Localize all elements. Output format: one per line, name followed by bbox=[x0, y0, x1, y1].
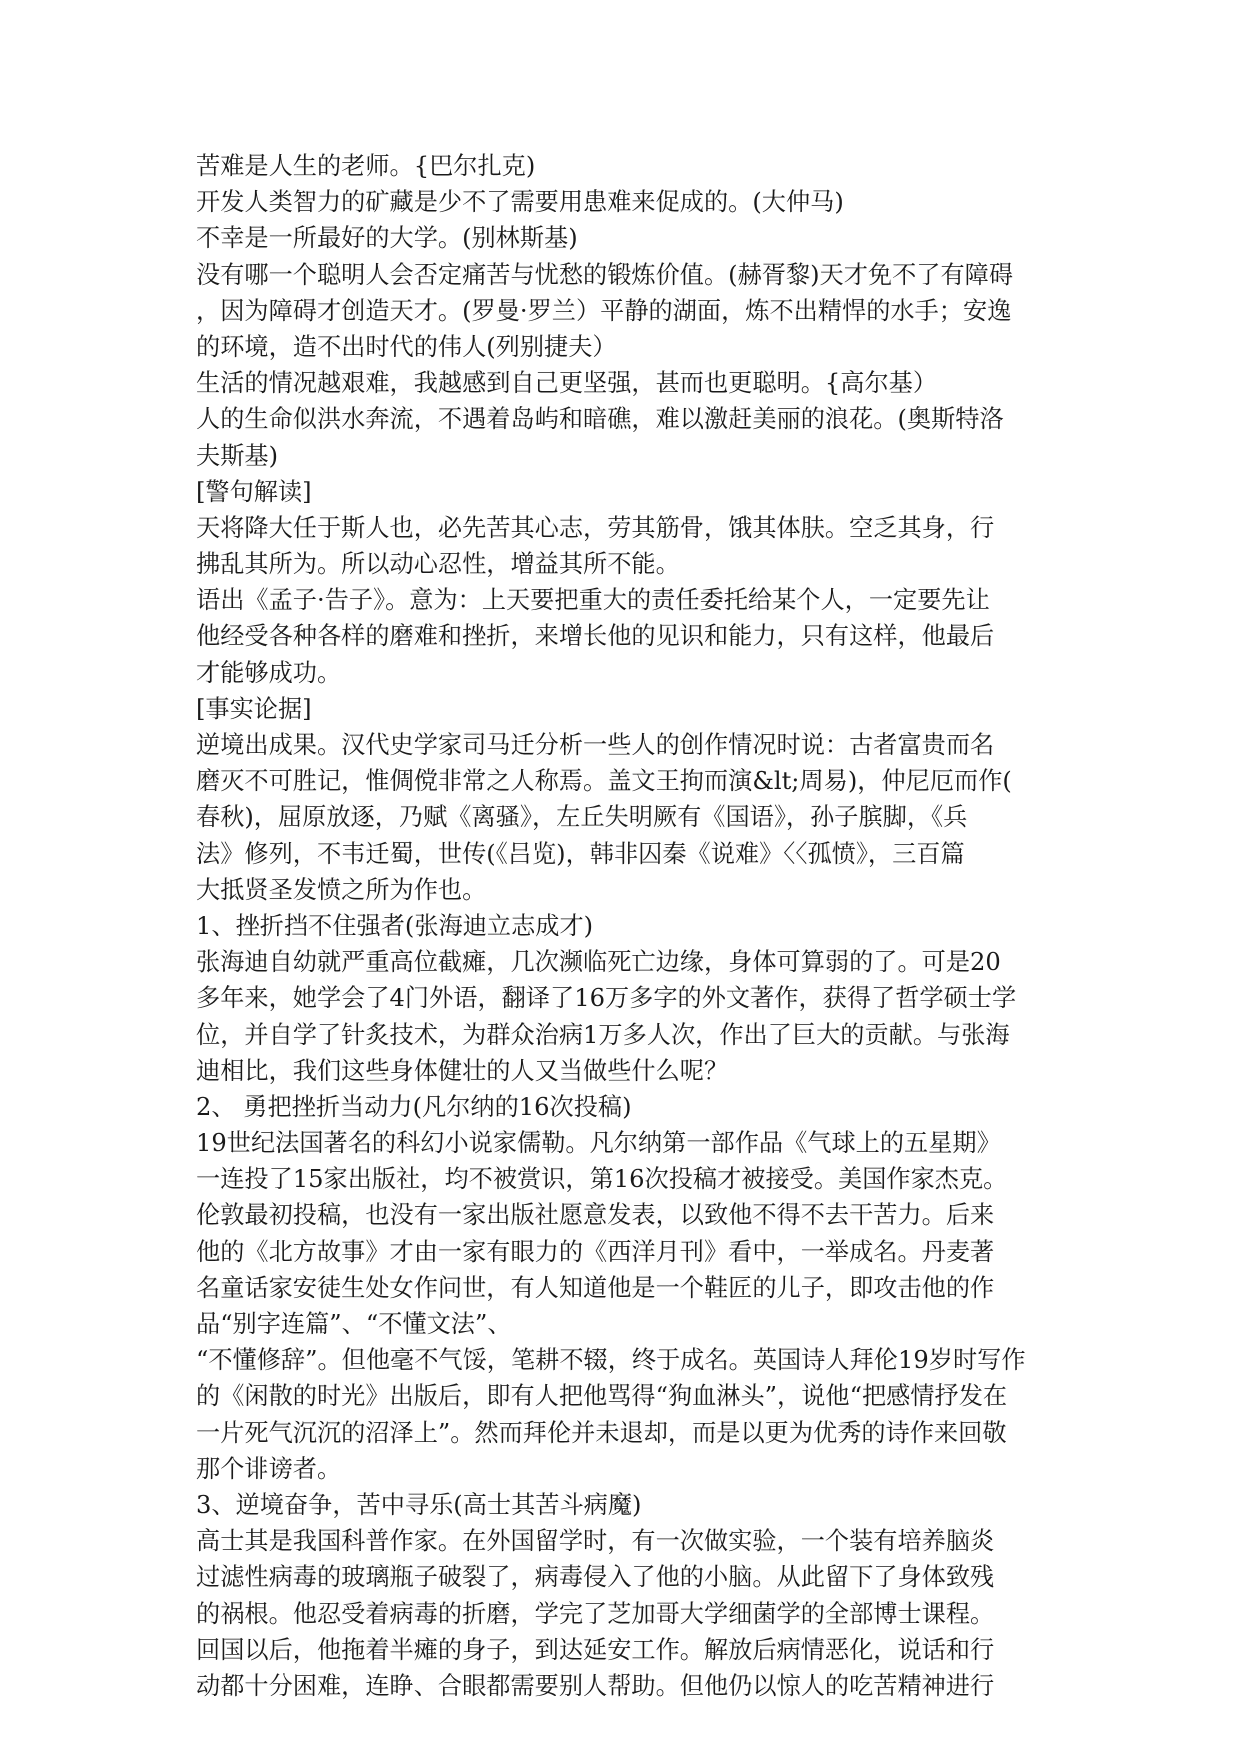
text-line: 3、逆境奋争，苦中寻乐(高士其苦斗病魔) bbox=[196, 1490, 642, 1519]
text-line: 张海迪自幼就严重高位截瘫，几次濒临死亡边缘，身体可算弱的了。可是20 bbox=[196, 948, 1001, 977]
text-line: 才能够成功。 bbox=[196, 658, 342, 687]
text-line: 品“别字连篇”、“不懂文法”、 bbox=[196, 1310, 512, 1338]
text-line: 多年来，她学会了4门外语，翻译了16万多字的外文著作，获得了哲学硕士学 bbox=[196, 984, 1017, 1013]
text-line: 2、 勇把挫折当动力(凡尔纳的16次投稿) bbox=[196, 1092, 632, 1121]
text-line: 生活的情况越艰难，我越感到自己更坚强，甚而也更聪明。{高尔基） bbox=[196, 369, 938, 398]
text-line: 春秋)，屈原放逐，乃赋《离骚》，左丘失明厥有《国语》，孙子膑脚，《兵 bbox=[196, 803, 968, 832]
text-line: 开发人类智力的矿藏是少不了需要用患难来促成的。(大仲马) bbox=[196, 188, 844, 217]
text-line: 1、挫折挡不住强者(张海迪立志成才) bbox=[196, 911, 594, 940]
document-page bbox=[196, 148, 1046, 1704]
text-line: 一片死气沉沉的沼泽上”。然而拜伦并未退却，而是以更为优秀的诗作来回敬 bbox=[196, 1418, 1007, 1447]
text-line: 动都十分困难，连睁、合眼都需要别人帮助。但他仍以惊人的吃苦精神进行 bbox=[196, 1671, 995, 1700]
text-line: 伦敦最初投稿，也没有一家出版社愿意发表，以致他不得不去干苦力。后来 bbox=[196, 1201, 995, 1230]
text-line: 迪相比，我们这些身体健壮的人又当做些什么呢？ bbox=[196, 1056, 729, 1085]
text-line: ，因为障碍才创造天才。(罗曼·罗兰）平静的湖面，炼不出精悍的水手；安逸 bbox=[196, 296, 1012, 325]
text-line: 夫斯基) bbox=[196, 441, 278, 470]
text-line: 拂乱其所为。所以动心忍性，增益其所不能。 bbox=[196, 550, 680, 579]
text-line: 的环境，造不出时代的伟人(列别捷夫） bbox=[196, 332, 617, 361]
text-line: [事实论据] bbox=[196, 694, 312, 723]
text-line: 过滤性病毒的玻璃瓶子破裂了，病毒侵入了他的小脑。从此留下了身体致残 bbox=[196, 1563, 995, 1592]
text-line: 不幸是一所最好的大学。(别林斯基) bbox=[196, 224, 578, 253]
text-line: 磨灭不可胜记，惟倜傥非常之人称焉。盖文王拘而演&lt;周易)，仲尼厄而作( bbox=[196, 767, 1012, 796]
text-line: 法》修列，不韦迁蜀，世传(《吕览)，韩非囚秦《说难》〈〈孤愤》，三百篇 bbox=[196, 839, 965, 868]
text-line: 大抵贤圣发愤之所为作也。 bbox=[196, 875, 487, 904]
text-line: 一连投了15家出版社，均不被赏识，第16次投稿才被接受。美国作家杰克。 bbox=[196, 1165, 1008, 1194]
text-line: 名童话家安徒生处女作问世，有人知道他是一个鞋匠的儿子，即攻击他的作 bbox=[196, 1273, 995, 1302]
text-line: 他经受各种各样的磨难和挫折，来增长他的见识和能力，只有这样，他最后 bbox=[196, 622, 995, 651]
text-line: 位，并自学了针炙技术，为群众治病1万多人次，作出了巨大的贡献。与张海 bbox=[196, 1020, 1010, 1049]
text-line: 语出《孟子·告子》。意为：上天要把重大的责任委托给某个人，一定要先让 bbox=[196, 586, 990, 615]
text-line: 19世纪法国著名的科幻小说家儒勒。凡尔纳第一部作品《气球上的五星期》 bbox=[196, 1129, 1001, 1158]
text-line: 回国以后，他拖着半瘫的身子，到达延安工作。解放后病情恶化，说话和行 bbox=[196, 1635, 995, 1664]
text-line: 他的《北方故事》才由一家有眼力的《西洋月刊》看中，一举成名。丹麦著 bbox=[196, 1237, 995, 1266]
text-line: 天将降大任于斯人也，必先苦其心志，劳其筋骨，饿其体肤。空乏其身，行 bbox=[196, 513, 995, 542]
text-line: 高士其是我国科普作家。在外国留学时，有一次做实验，一个装有培养脑炎 bbox=[196, 1527, 995, 1556]
text-line: 的《闲散的时光》出版后，即有人把他骂得“狗血淋头”，说他“把感情抒发在 bbox=[196, 1382, 1008, 1411]
text-line: 没有哪一个聪明人会否定痛苦与忧愁的锻炼价值。(赫胥黎)天才免不了有障碍 bbox=[196, 260, 1014, 289]
text-line: 逆境出成果。汉代史学家司马迁分析一些人的创作情况时说：古者富贵而名 bbox=[196, 731, 995, 759]
text-line: 那个诽谤者。 bbox=[196, 1454, 342, 1483]
text-line: “不懂修辞”。但他毫不气馁，笔耕不辍，终于成名。英国诗人拜伦19岁时写作 bbox=[196, 1346, 1026, 1375]
text-line: 的祸根。他忍受着病毒的折磨，学完了芝加哥大学细菌学的全部博士课程。 bbox=[196, 1599, 995, 1628]
text-line: 人的生命似洪水奔流，不遇着岛屿和暗礁，难以激赶美丽的浪花。(奥斯特洛 bbox=[196, 405, 1004, 434]
text-line: 苦难是人生的老师。{巴尔扎克) bbox=[196, 152, 536, 180]
text-line: [警句解读] bbox=[196, 477, 312, 506]
